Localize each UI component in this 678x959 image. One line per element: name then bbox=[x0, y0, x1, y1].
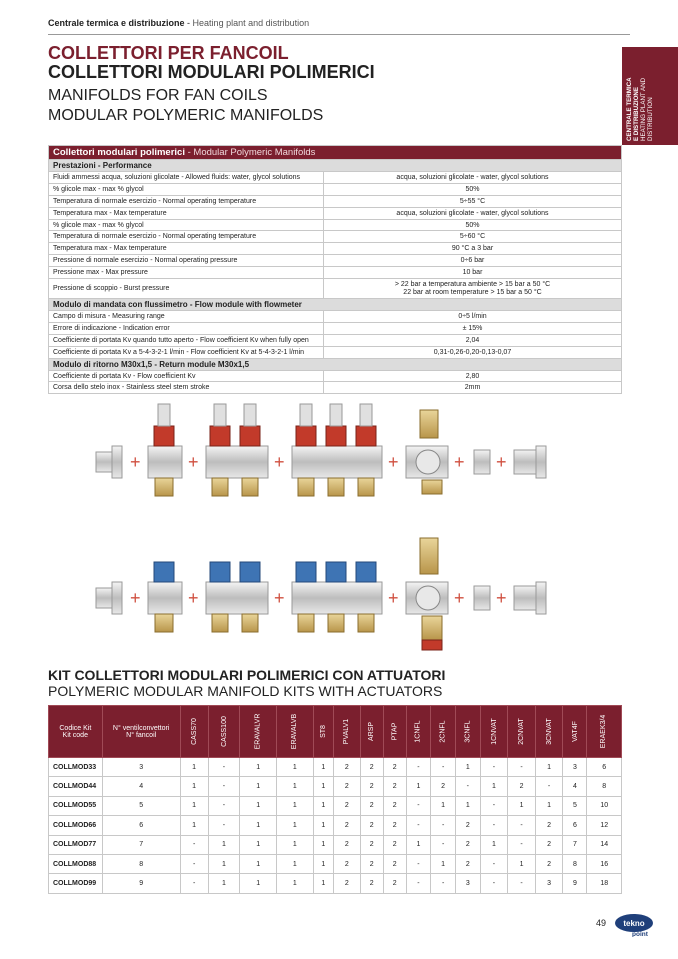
table-cell: 2 bbox=[383, 835, 406, 854]
table-cell: - bbox=[535, 777, 563, 796]
table-row: Pressione di normale esercizio - Normal operating pressure 0÷6 bar bbox=[49, 255, 622, 267]
table-cell: 5 bbox=[563, 796, 587, 815]
spec-table-title: Collettori modulari polimerici - Modular Polymeric Manifolds bbox=[49, 146, 622, 160]
kit-code-cell: COLLMOD44 bbox=[49, 777, 103, 796]
table-cell: - bbox=[480, 874, 508, 893]
table-cell: 2 bbox=[360, 777, 383, 796]
kit-table-header bbox=[49, 706, 622, 758]
table-row: Temperatura di normale esercizio - Normal operating temperature 5÷60 °C bbox=[49, 231, 622, 243]
table-cell: - bbox=[208, 758, 240, 777]
table-cell: 1 bbox=[277, 777, 313, 796]
table-cell: 1 bbox=[180, 796, 208, 815]
table-cell: 1 bbox=[180, 758, 208, 777]
col-header: 3CNVAT bbox=[535, 706, 563, 758]
table-cell: 1 bbox=[406, 777, 431, 796]
table-cell: - bbox=[208, 796, 240, 815]
table-cell: 1 bbox=[480, 835, 508, 854]
table-cell: 2 bbox=[334, 796, 360, 815]
table-cell: 1 bbox=[313, 758, 334, 777]
table-cell: 2 bbox=[455, 835, 480, 854]
spec-section-heading: Modulo di mandata con flussimetro - Flow module with flowmeter bbox=[49, 299, 622, 311]
table-cell: 1 bbox=[313, 854, 334, 873]
table-cell: 2 bbox=[383, 796, 406, 815]
table-cell: 2 bbox=[455, 854, 480, 873]
svg-text:+: + bbox=[188, 452, 199, 472]
svg-text:+: + bbox=[274, 588, 285, 608]
table-cell: 1 bbox=[180, 816, 208, 835]
table-cell: - bbox=[508, 816, 536, 835]
manifold-row-flowmeter bbox=[96, 404, 546, 496]
table-cell: 1 bbox=[480, 777, 508, 796]
table-cell: - bbox=[406, 854, 431, 873]
page-subtitle: COLLETTORI MODULARI POLIMERICI bbox=[48, 62, 375, 82]
svg-text:+: + bbox=[454, 588, 465, 608]
kit-code-cell: COLLMOD99 bbox=[49, 874, 103, 893]
header-divider bbox=[48, 34, 630, 35]
col-header: 2CNVAT bbox=[508, 706, 536, 758]
table-cell: 6 bbox=[563, 816, 587, 835]
table-row bbox=[49, 874, 622, 893]
table-cell: 2 bbox=[535, 854, 563, 873]
table-row: % glicole max - max % glycol 50% bbox=[49, 219, 622, 231]
table-cell: 1 bbox=[240, 854, 277, 873]
col-header: 1CNVAT bbox=[480, 706, 508, 758]
table-row: Errore di indicazione - Indication error ± 15% bbox=[49, 322, 622, 334]
table-cell: - bbox=[208, 777, 240, 796]
table-cell: 7 bbox=[563, 835, 587, 854]
col-header: PVALV1 bbox=[334, 706, 360, 758]
table-cell: 10 bbox=[587, 796, 622, 815]
table-cell: 2 bbox=[360, 854, 383, 873]
col-header: ERAVALVR bbox=[240, 706, 277, 758]
table-cell: 2 bbox=[383, 854, 406, 873]
table-cell: 8 bbox=[563, 854, 587, 873]
table-cell: 1 bbox=[508, 854, 536, 873]
svg-text:point: point bbox=[632, 931, 648, 937]
kit-title-en: POLYMERIC MODULAR MANIFOLD KITS WITH ACTUATORS bbox=[48, 683, 443, 699]
page-number: 49 bbox=[596, 918, 607, 928]
table-cell: 1 bbox=[240, 758, 277, 777]
kit-title-it: KIT COLLETTORI MODULARI POLIMERICI CON ATTUATORI bbox=[48, 667, 446, 683]
kit-code-cell: COLLMOD55 bbox=[49, 796, 103, 815]
table-cell: 1 bbox=[277, 854, 313, 873]
svg-text:+: + bbox=[130, 588, 141, 608]
table-cell: 1 bbox=[277, 796, 313, 815]
table-row: Campo di misura - Measuring range 0÷5 l/min bbox=[49, 311, 622, 323]
page-title-en: MANIFOLDS FOR FAN COILS bbox=[48, 87, 268, 104]
table-cell: - bbox=[431, 758, 456, 777]
table-row: Temperatura di normale esercizio - Normal operating temperature 5÷55 °C bbox=[49, 195, 622, 207]
teknopoint-logo bbox=[614, 913, 654, 937]
col-header: 3CNFL bbox=[455, 706, 480, 758]
section-side-tab: CENTRALE TERMICA E DISTRIBUZIONE HEATING PLANT AND DISTRIBUTION bbox=[622, 47, 678, 145]
kit-code-cell: COLLMOD66 bbox=[49, 816, 103, 835]
page-title-block bbox=[48, 44, 375, 126]
table-row: Temperatura max - Max temperature 90 °C a 3 bar bbox=[49, 243, 622, 255]
table-cell: - bbox=[431, 816, 456, 835]
table-cell: 2 bbox=[360, 796, 383, 815]
table-cell: - bbox=[508, 874, 536, 893]
table-cell: 3 bbox=[455, 874, 480, 893]
kit-code-cell: COLLMOD33 bbox=[49, 758, 103, 777]
table-row: Pressione di scoppio - Burst pressure > 22 bar a temperatura ambiente > 15 bar a 50 °C 22 bar at room temperature > 15 bar a 50 °C bbox=[49, 279, 622, 299]
table-cell: 2 bbox=[334, 758, 360, 777]
table-cell: - bbox=[180, 835, 208, 854]
table-row: Coefficiente di portata Kv a 5-4-3-2-1 l/min - Flow coefficient Kv at 5-4-3-2-1 l/min 0,31-0,26-0,20-0,13-0,07 bbox=[49, 346, 622, 358]
table-cell: 2 bbox=[360, 758, 383, 777]
table-cell: 1 bbox=[431, 796, 456, 815]
fancoil-count-cell: 7 bbox=[102, 835, 180, 854]
svg-text:+: + bbox=[388, 588, 399, 608]
svg-text:+: + bbox=[496, 588, 507, 608]
table-cell: 1 bbox=[313, 796, 334, 815]
table-cell: - bbox=[508, 758, 536, 777]
return-module-triple bbox=[292, 562, 382, 632]
kit-table-body bbox=[49, 758, 622, 894]
table-row: Corsa dello stelo inox - Stainless steel stem stroke 2mm bbox=[49, 382, 622, 394]
table-cell: - bbox=[180, 854, 208, 873]
spec-table bbox=[48, 145, 622, 394]
end-module-air-vent bbox=[406, 410, 448, 494]
table-cell: 16 bbox=[587, 854, 622, 873]
kit-table bbox=[48, 705, 622, 894]
table-cell: 2 bbox=[535, 835, 563, 854]
page-title: COLLETTORI PER FANCOIL bbox=[48, 43, 289, 63]
return-module-single bbox=[148, 562, 182, 632]
table-cell: 2 bbox=[508, 777, 536, 796]
table-cell: 2 bbox=[334, 874, 360, 893]
fancoil-count-cell: 9 bbox=[102, 874, 180, 893]
flow-module-double bbox=[206, 404, 268, 496]
table-cell: 1 bbox=[535, 758, 563, 777]
table-cell: 12 bbox=[587, 816, 622, 835]
table-cell: 4 bbox=[563, 777, 587, 796]
table-cell: 1 bbox=[277, 835, 313, 854]
table-cell: 1 bbox=[406, 835, 431, 854]
table-cell: 2 bbox=[360, 835, 383, 854]
kit-code-cell: COLLMOD77 bbox=[49, 835, 103, 854]
svg-text:tekno: tekno bbox=[623, 919, 645, 928]
table-cell: 1 bbox=[240, 796, 277, 815]
header-section-en: Heating plant and distribution bbox=[192, 18, 310, 28]
table-cell: 1 bbox=[277, 874, 313, 893]
table-cell: 1 bbox=[240, 835, 277, 854]
table-row bbox=[49, 796, 622, 815]
spec-section-heading: Prestazioni - Performance bbox=[49, 160, 622, 172]
table-cell: 1 bbox=[277, 758, 313, 777]
col-header: CASS70 bbox=[180, 706, 208, 758]
col-code: Codice Kit Kit code bbox=[49, 706, 103, 758]
return-module-double bbox=[206, 562, 268, 632]
fancoil-count-cell: 5 bbox=[102, 796, 180, 815]
table-cell: - bbox=[480, 796, 508, 815]
table-cell: 1 bbox=[180, 777, 208, 796]
table-row: Fluidi ammessi acqua, soluzioni glicolate - Allowed fluids: water, glycol solutions acqua, soluzioni glicolate - water, glycol solutions bbox=[49, 172, 622, 184]
table-cell: - bbox=[406, 816, 431, 835]
col-header: ARSP bbox=[360, 706, 383, 758]
table-cell: 14 bbox=[587, 835, 622, 854]
svg-text:+: + bbox=[188, 588, 199, 608]
table-cell: 3 bbox=[535, 874, 563, 893]
table-row: Pressione max - Max pressure 10 bar bbox=[49, 267, 622, 279]
col-header: PTAP bbox=[383, 706, 406, 758]
table-cell: 1 bbox=[208, 874, 240, 893]
table-cell: - bbox=[455, 777, 480, 796]
table-row bbox=[49, 758, 622, 777]
table-cell: 2 bbox=[455, 816, 480, 835]
table-cell: 2 bbox=[360, 816, 383, 835]
table-cell: - bbox=[431, 874, 456, 893]
table-cell: 2 bbox=[334, 854, 360, 873]
fancoil-count-cell: 4 bbox=[102, 777, 180, 796]
col-header: ST8 bbox=[313, 706, 334, 758]
table-cell: 9 bbox=[563, 874, 587, 893]
header-section-it: Centrale termica e distribuzione bbox=[48, 18, 185, 28]
table-cell: 1 bbox=[313, 835, 334, 854]
col-header: VAT4F bbox=[563, 706, 587, 758]
table-cell: 2 bbox=[383, 816, 406, 835]
fancoil-count-cell: 3 bbox=[102, 758, 180, 777]
page-subtitle-en: MODULAR POLYMERIC MANIFOLDS bbox=[48, 107, 324, 124]
table-cell: 2 bbox=[383, 874, 406, 893]
manifold-assembly-illustration bbox=[90, 402, 590, 655]
table-cell: - bbox=[406, 796, 431, 815]
table-row: Coefficiente di portata Kv - Flow coefficient Kv 2,80 bbox=[49, 370, 622, 382]
table-cell: 1 bbox=[431, 854, 456, 873]
table-cell: 1 bbox=[208, 835, 240, 854]
table-cell: - bbox=[480, 854, 508, 873]
svg-text:+: + bbox=[130, 452, 141, 472]
flow-module-single bbox=[148, 404, 182, 496]
svg-text:+: + bbox=[274, 452, 285, 472]
table-cell: 1 bbox=[535, 796, 563, 815]
table-cell: 2 bbox=[334, 777, 360, 796]
manifold-row-actuator bbox=[96, 538, 546, 650]
svg-text:+: + bbox=[496, 452, 507, 472]
table-cell: 2 bbox=[431, 777, 456, 796]
table-cell: 1 bbox=[208, 854, 240, 873]
col-header: ERAEK3/4 bbox=[587, 706, 622, 758]
table-cell: 2 bbox=[383, 758, 406, 777]
table-cell: 1 bbox=[313, 777, 334, 796]
table-row bbox=[49, 835, 622, 854]
table-cell: 1 bbox=[455, 758, 480, 777]
table-cell: 18 bbox=[587, 874, 622, 893]
table-cell: 2 bbox=[383, 777, 406, 796]
table-cell: - bbox=[480, 758, 508, 777]
table-cell: 1 bbox=[240, 777, 277, 796]
kit-section-title bbox=[48, 667, 445, 699]
table-cell: 2 bbox=[334, 816, 360, 835]
table-cell: 1 bbox=[277, 816, 313, 835]
table-row bbox=[49, 854, 622, 873]
table-row: Coefficiente di portata Kv quando tutto aperto - Flow coefficient Kv when fully open 2,04 bbox=[49, 334, 622, 346]
table-cell: 1 bbox=[313, 874, 334, 893]
table-cell: - bbox=[406, 758, 431, 777]
fancoil-count-cell: 8 bbox=[102, 854, 180, 873]
col-header: 1CNFL bbox=[406, 706, 431, 758]
table-cell: 1 bbox=[240, 874, 277, 893]
spec-section-heading: Modulo di ritorno M30x1,5 - Return module M30x1,5 bbox=[49, 358, 622, 370]
table-row bbox=[49, 777, 622, 796]
flow-module-triple bbox=[292, 404, 382, 496]
col-fancoil-count: N° ventilconvettori N° fancoil bbox=[102, 706, 180, 758]
table-row: Temperatura max - Max temperature acqua, soluzioni glicolate - water, glycol solutions bbox=[49, 207, 622, 219]
table-cell: - bbox=[208, 816, 240, 835]
table-cell: 3 bbox=[563, 758, 587, 777]
table-cell: 1 bbox=[508, 796, 536, 815]
svg-text:+: + bbox=[388, 452, 399, 472]
page-header: Centrale termica e distribuzione - Heating plant and distribution bbox=[48, 18, 310, 28]
end-module-air-vent bbox=[406, 538, 448, 650]
svg-text:+: + bbox=[454, 452, 465, 472]
table-cell: - bbox=[431, 835, 456, 854]
table-row bbox=[49, 816, 622, 835]
col-header: CASS100 bbox=[208, 706, 240, 758]
col-header: ERAVALVB bbox=[277, 706, 313, 758]
kit-code-cell: COLLMOD88 bbox=[49, 854, 103, 873]
table-cell: 8 bbox=[587, 777, 622, 796]
table-cell: 2 bbox=[334, 835, 360, 854]
table-cell: 2 bbox=[535, 816, 563, 835]
table-cell: - bbox=[406, 874, 431, 893]
table-cell: 1 bbox=[240, 816, 277, 835]
table-cell: - bbox=[180, 874, 208, 893]
table-row: % glicole max - max % glycol 50% bbox=[49, 183, 622, 195]
col-header: 2CNFL bbox=[431, 706, 456, 758]
table-cell: - bbox=[480, 816, 508, 835]
table-cell: 2 bbox=[360, 874, 383, 893]
table-cell: 6 bbox=[587, 758, 622, 777]
table-cell: 1 bbox=[313, 816, 334, 835]
table-cell: 1 bbox=[455, 796, 480, 815]
fancoil-count-cell: 6 bbox=[102, 816, 180, 835]
table-cell: - bbox=[508, 835, 536, 854]
